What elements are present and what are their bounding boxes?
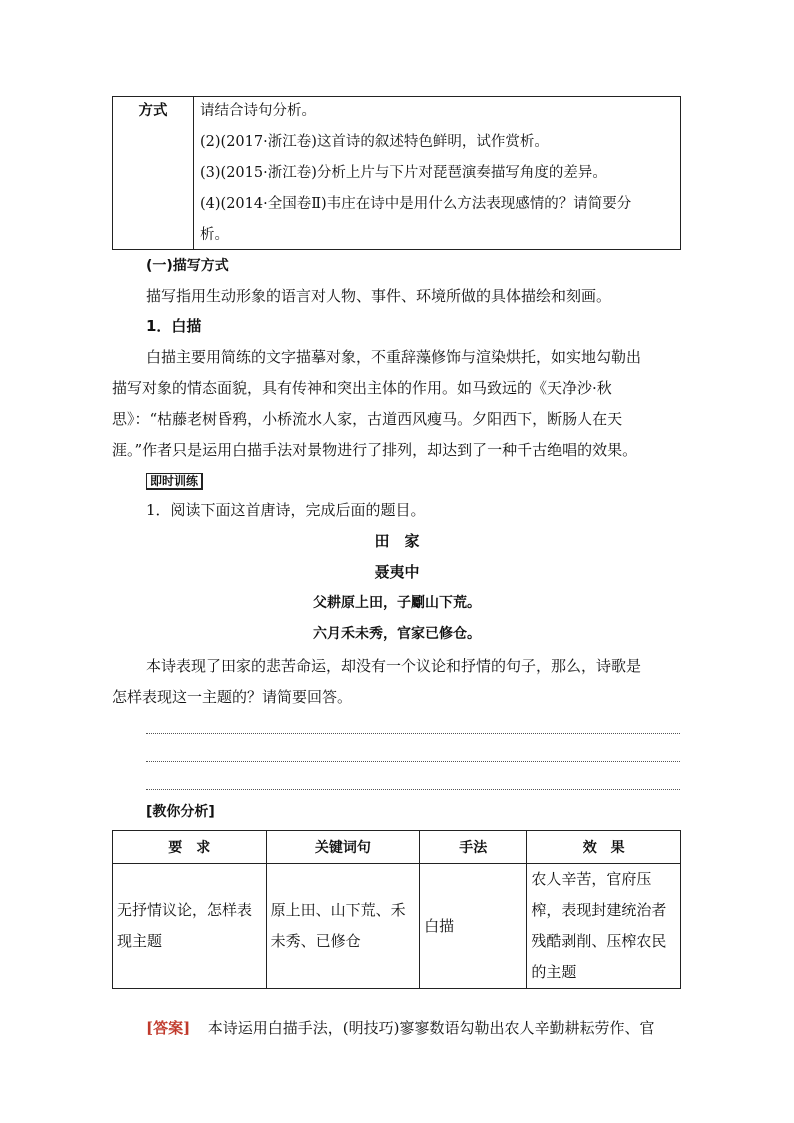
answer-blank-line[interactable]	[146, 761, 680, 762]
paragraph-line: 描写对象的情态面貌，具有传神和突出主体的作用。如马致远的《天净沙·秋	[112, 379, 612, 397]
analysis-table	[112, 830, 681, 989]
answer-text: 本诗运用白描手法，(明技巧)寥寥数语勾勒出农人辛勤耕耘劳作、官	[207, 1019, 655, 1037]
cell-requirement: 无抒情议论，怎样表现主题	[113, 864, 267, 989]
answer-line	[146, 1018, 654, 1038]
subheading: 1．白描	[146, 317, 202, 335]
question-line: 1．阅读下面这首唐诗，完成后面的题目。	[146, 501, 426, 519]
method-line: (2)(2017·浙江卷)这首诗的叙述特色鲜明，试作赏析。	[200, 134, 549, 150]
poem-line: 父耕原上田，子劚山下荒。	[313, 595, 481, 611]
header-keywords: 关键词句	[266, 831, 420, 864]
header-requirement: 要 求	[113, 831, 267, 864]
cell-keywords: 原上田、山下荒、禾未秀、已修仓	[266, 864, 420, 989]
method-line: 析。	[200, 227, 229, 243]
poem-line: 六月禾未秀，官家已修仓。	[313, 626, 481, 642]
poem-author: 聂夷中	[374, 563, 420, 581]
paragraph-line: 思》：“枯藤老树昏鸦，小桥流水人家，古道西风瘦马。夕阳西下，断肠人在天	[112, 410, 623, 428]
paragraph-line: 白描主要用简练的文字描摹对象，不重辞藻修饰与渲染烘托，如实地勾勒出	[146, 348, 642, 366]
method-line: (3)(2015·浙江卷)分析上片与下片对琵琶演奏描写角度的差异。	[200, 165, 607, 181]
analysis-heading: [教你分析]	[146, 804, 215, 820]
method-line: (4)(2014·全国卷Ⅱ)韦庄在诗中是用什么方法表现感情的？请简要分	[200, 196, 632, 212]
answer-blank-line[interactable]	[146, 733, 680, 734]
practice-badge: 即时训练	[146, 473, 203, 490]
header-effect: 效 果	[527, 831, 681, 864]
poem-title: 田 家	[374, 532, 420, 550]
intro-text: 描写指用生动形象的语言对人物、事件、环境所做的具体描绘和刻画。	[146, 287, 612, 305]
answer-blank-line[interactable]	[146, 789, 680, 790]
method-content	[194, 97, 681, 250]
cell-technique: 白描	[420, 864, 527, 989]
method-label: 方式	[113, 97, 194, 250]
method-table	[112, 96, 681, 250]
question-text-line: 怎样表现这一主题的？请简要回答。	[112, 688, 353, 706]
cell-effect: 农人辛苦，官府压榨，表现封建统治者残酷剥削、压榨农民的主题	[527, 864, 681, 989]
question-text-line: 本诗表现了田家的悲苦命运，却没有一个议论和抒情的句子，那么，诗歌是	[146, 657, 642, 675]
answer-label: [答案]	[146, 1019, 191, 1037]
paragraph-line: 涯。”作者只是运用白描手法对景物进行了排列，却达到了一种千古绝唱的效果。	[112, 441, 638, 459]
header-technique: 手法	[420, 831, 527, 864]
method-line: 请结合诗句分析。	[200, 103, 316, 119]
section-heading: (一)描写方式	[146, 258, 229, 274]
